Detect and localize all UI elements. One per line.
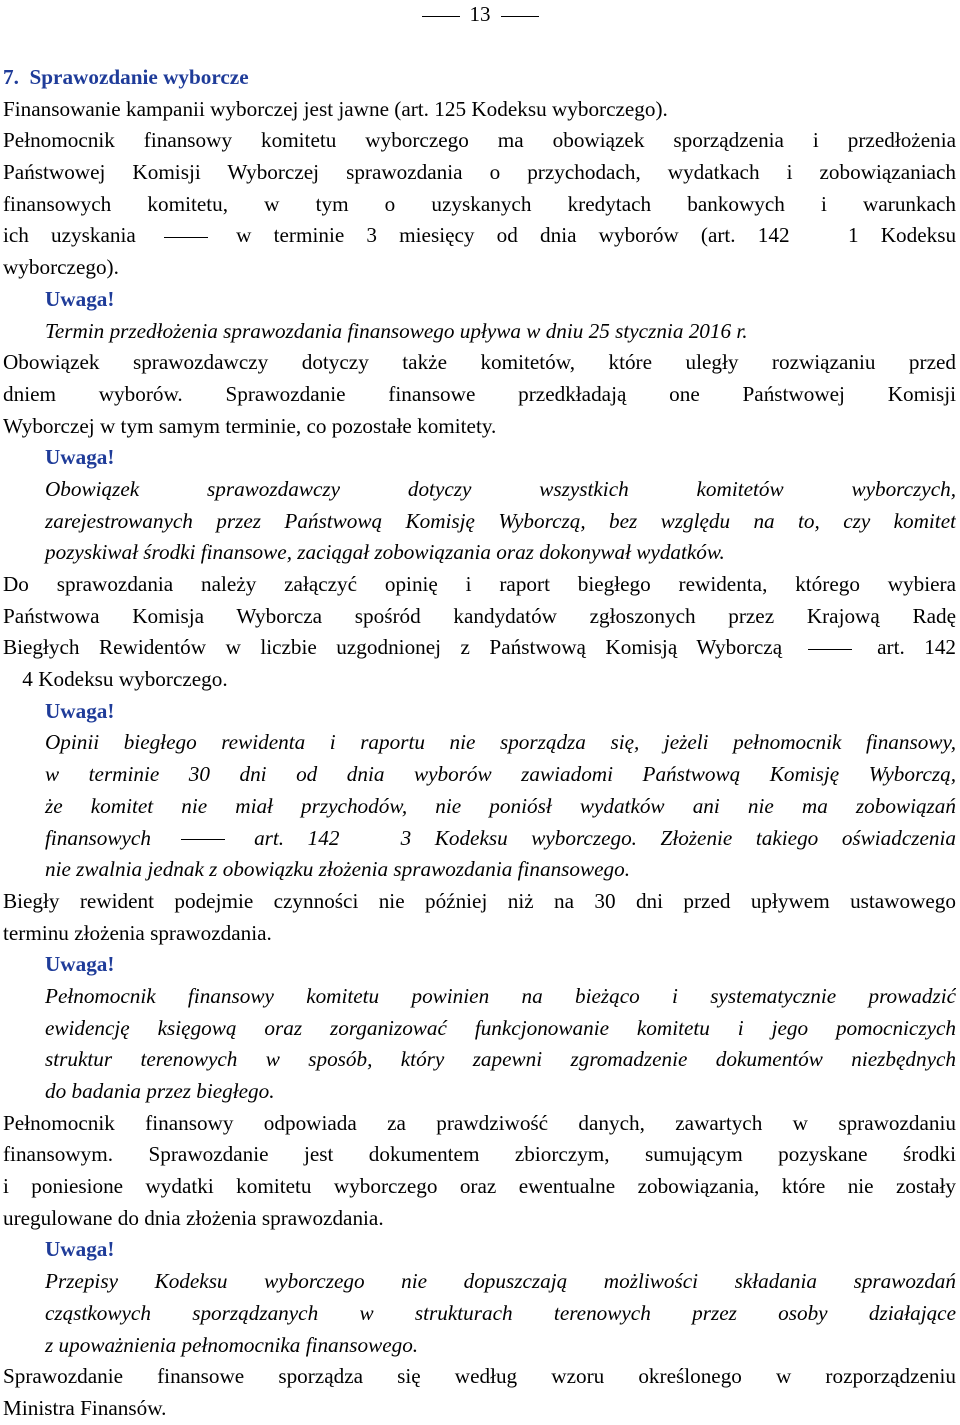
text-line: Sprawozdanie finansowe sporządza się według wzoru określonego w rozporządzeniu xyxy=(3,1364,956,1389)
page-number-dash-right xyxy=(501,16,539,17)
page-number xyxy=(0,0,960,28)
text-fragment: 4 Kodeksu wyborczego. xyxy=(22,667,228,692)
text-line: Finansowanie kampanii wyborczej jest jawne (art. 125 Kodeksu wyborczego). xyxy=(3,96,668,121)
text-line: z upoważnienia pełnomocnika finansowego. xyxy=(45,1332,419,1357)
text-line: Biegły rewident podejmie czynności nie później niż na 30 dni przed upływem ustawowego xyxy=(3,888,956,913)
note-label: Uwaga! xyxy=(45,286,115,311)
text-line: cząstkowych sporządzanych w strukturach terenowych przez osoby działające xyxy=(45,1300,956,1325)
text-line xyxy=(3,664,956,696)
text-line: Wyborczej w tym samym terminie, co pozostałe komitety. xyxy=(3,413,497,438)
text-line: do badania przez biegłego. xyxy=(45,1079,275,1103)
text-line: Termin przedłożenia sprawozdania finansowego upływa w dniu 25 stycznia 2016 r. xyxy=(45,318,748,343)
section-heading: 7. Sprawozdanie wyborcze xyxy=(3,65,249,89)
text-fragment: art. 142 xyxy=(877,635,956,660)
text-line: Pełnomocnik finansowy odpowiada za prawdziwość danych, zawartych w sprawozdaniu xyxy=(3,1110,956,1135)
text-line: terminu złożenia sprawozdania. xyxy=(3,920,272,945)
text-line: Opinii biegłego rewidenta i raportu nie sporządza się, jeżeli pełnomocnik finansowy, xyxy=(45,730,956,755)
page-number-value: 13 xyxy=(469,2,491,26)
text-line: zarejestrowanych przez Państwową Komisję Wyborczą, bez względu na to, czy komitet xyxy=(45,508,956,533)
text-line xyxy=(3,823,956,855)
text-fragment: ich uzyskania xyxy=(3,223,136,248)
text-line: że komitet nie miał przychodów, nie poniósł wydatków ani nie ma zobowiązań xyxy=(45,793,956,818)
text-fragment: 1 Kodeksu xyxy=(847,223,956,248)
text-fragment: finansowych xyxy=(45,825,151,850)
em-dash-rule xyxy=(164,237,208,238)
text-line: Przepisy Kodeksu wyborczego nie dopuszczają możliwości składania sprawozdań xyxy=(45,1269,956,1294)
text-line: w terminie 30 dni od dnia wyborów zawiadomi Państwową Komisję Wyborczą, xyxy=(45,762,956,787)
text-line: Pełnomocnik finansowy komitetu powinien na bieżąco i systematycznie prowadzić xyxy=(45,983,956,1008)
note-label: Uwaga! xyxy=(45,698,115,723)
text-fragment: w terminie 3 miesięcy od dnia wyborów (art. 142 xyxy=(236,223,790,248)
text-fragment: Biegłych Rewidentów w liczbie uzgodnionej z Państwową Komisją Wyborczą xyxy=(3,635,783,660)
text-line: Ministra Finansów. xyxy=(3,1395,167,1420)
text-line: Obowiązek sprawozdawczy dotyczy wszystkich komitetów wyborczych, xyxy=(45,476,956,501)
text-line: struktur terenowych w sposób, który zapewni zgromadzenie dokumentów niezbędnych xyxy=(45,1047,956,1072)
text-line: pozyskiwał środki finansowe, zaciągał zobowiązania oraz dokonywał wydatków. xyxy=(45,540,725,565)
text-line: finansowych komitetu, w tym o uzyskanych kredytach bankowych i warunkach xyxy=(3,191,956,216)
text-line xyxy=(3,632,956,664)
text-line: Do sprawozdania należy załączyć opinię i raport biegłego rewidenta, którego wybiera xyxy=(3,572,956,596)
text-fragment: 3 Kodeksu wyborczego. Złożenie takiego oświadczenia xyxy=(400,825,956,850)
note-label: Uwaga! xyxy=(45,1237,115,1262)
em-dash-rule xyxy=(808,649,852,650)
note-label: Uwaga! xyxy=(45,952,115,977)
text-line xyxy=(3,220,956,252)
text-line: Państwowej Komisji Wyborczej sprawozdania o przychodach, wydatkach i zobowiązaniach xyxy=(3,160,956,185)
document-body xyxy=(3,62,956,1425)
paragraphs xyxy=(3,94,956,1425)
text-line: i poniesione wydatki komitetu wyborczego oraz ewentualne zobowiązania, które nie zostały xyxy=(3,1174,956,1199)
text-line: ewidencję księgową oraz zorganizować funkcjonowanie komitetu i jego pomocniczych xyxy=(45,1015,956,1040)
text-line: nie zwalnia jednak z obowiązku złożenia sprawozdania finansowego. xyxy=(45,857,631,882)
text-line: Państwowa Komisja Wyborcza spośród kandydatów zgłoszonych przez Krajową Radę xyxy=(3,603,956,628)
text-line: wyborczego). xyxy=(3,255,119,280)
note-label: Uwaga! xyxy=(45,445,115,470)
text-line: Obowiązek sprawozdawczy dotyczy także komitetów, które uległy rozwiązaniu przed xyxy=(3,350,956,375)
text-line: uregulowane do dnia złożenia sprawozdania. xyxy=(3,1205,384,1230)
text-line: Pełnomocnik finansowy komitetu wyborczego ma obowiązek sporządzenia i przedłożenia xyxy=(3,128,956,153)
page-number-dash-left xyxy=(422,16,460,17)
text-line: finansowym. Sprawozdanie jest dokumentem zbiorczym, sumującym pozyskane środki xyxy=(3,1142,956,1167)
text-line: dniem wyborów. Sprawozdanie finansowe przedkładają one Państwowej Komisji xyxy=(3,381,956,406)
text-fragment: art. 142 xyxy=(254,825,340,850)
em-dash-rule xyxy=(181,839,225,840)
